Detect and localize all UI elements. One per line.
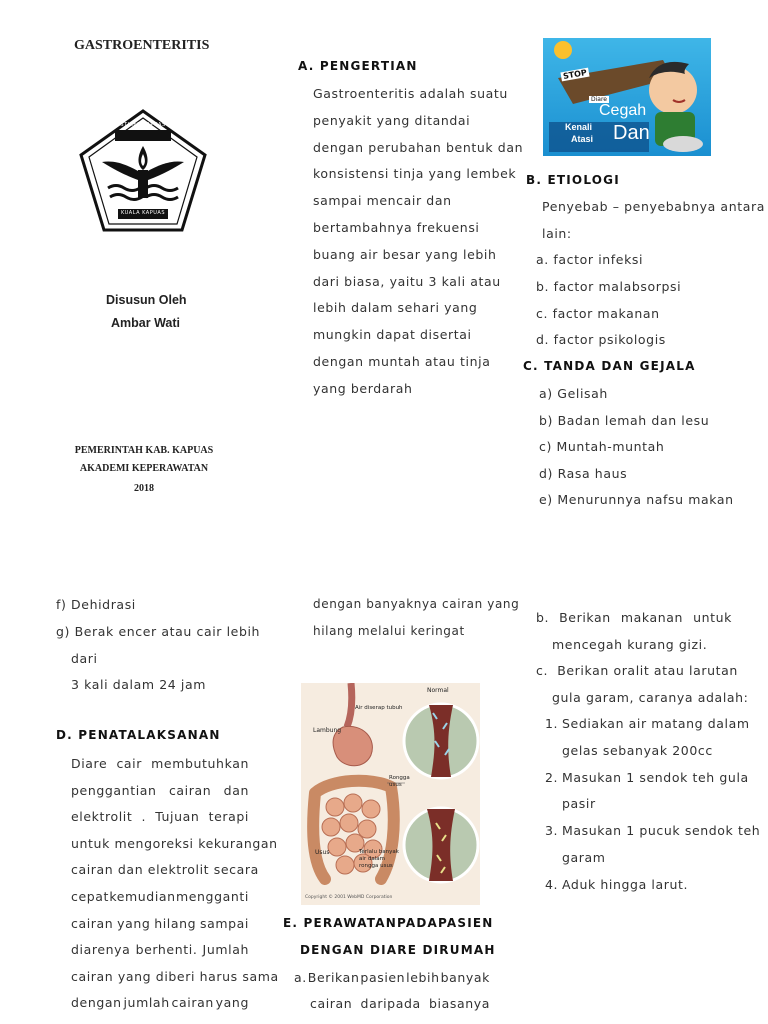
etiologi-intro-2: lain:: [542, 226, 572, 241]
perawatan-a-line-2: cairan daripada biasanya: [310, 996, 490, 1011]
pengertian-line: Gastroenteritis adalah suatu: [313, 86, 508, 101]
penatalaksanaan-line: Diare cair membutuhkan: [71, 756, 249, 771]
penatalaksanaan-line: diarenya berhenti. Jumlah: [71, 942, 249, 958]
gejala-item: a) Gelisah: [539, 386, 608, 401]
gejala-list: [539, 386, 734, 519]
perawatan-b-line-1: b. Berikan makanan untuk: [536, 610, 732, 625]
penatalaksanaan-line: dengan jumlah cairan yang: [71, 995, 249, 1011]
poster-diare: Diare: [591, 96, 607, 103]
pengertian-line: bertambahnya frekuensi: [313, 219, 480, 235]
pengertian-line: mungkin dapat disertai: [313, 327, 472, 343]
pengertian-line: buang air besar yang lebih: [313, 246, 497, 262]
perawatan-c-line-1: c. Berikan oralit atau larutan: [536, 663, 738, 678]
label-usus: Usus: [315, 849, 330, 856]
oralit-step: 1. Sediakan air matang dalam: [545, 716, 750, 731]
pengertian-line: dengan muntah atau tinja: [313, 353, 491, 369]
gejala-heading: C. TANDA DAN GEJALA: [523, 359, 696, 373]
penatalaksanaan-heading: D. PENATALAKSANAN: [56, 728, 221, 742]
oralit-step-cont: pasir: [562, 796, 596, 812]
oralit-steps: [545, 716, 760, 904]
etiologi-heading: B. ETIOLOGI: [526, 173, 620, 187]
label-air-diserap: Air diserap tubuh: [355, 705, 403, 711]
pengertian-line: sampai mencair dan: [313, 193, 452, 209]
pengertian-line: dari biasa, yaitu 3 kali atau: [313, 273, 501, 289]
penatalaksanaan-line: cepat kemudian mengganti: [71, 888, 249, 904]
gejala-item: e) Menurunnya nafsu makan: [539, 492, 734, 508]
lanjutan-line-2: hilang melalui keringat: [313, 624, 465, 638]
gejala-g-line-2: dari: [71, 651, 98, 666]
penatalaksanaan-line: cairan yang diberi harus sama: [71, 968, 279, 984]
author-label: Disusun Oleh: [106, 293, 187, 307]
diagram-illustration: [301, 683, 480, 905]
pengertian-line: dengan perubahan bentuk dan: [313, 139, 524, 155]
oralit-step-cont: gelas sebanyak 200cc: [562, 742, 713, 758]
etiologi-intro-1: Penyebab – penyebabnya antara: [542, 199, 765, 214]
pengertian-line: lebih dalam sehari yang: [313, 300, 478, 316]
oralit-step-cont: garam: [562, 849, 606, 865]
oralit-step: 3. Masukan 1 pucuk sendok teh: [545, 823, 761, 839]
label-terlalu-banyak: Terlalu banyak air dalam rongga usus: [359, 849, 399, 869]
etiologi-item: a. factor infeksi: [536, 252, 644, 267]
oralit-step: 4. Aduk hingga larut.: [545, 876, 689, 892]
gejala-item: b) Badan lemah dan lesu: [539, 412, 710, 428]
logo-top-text: STIKES KAPUAS: [120, 122, 166, 128]
label-rongga-usus: Rongga usus: [389, 775, 410, 788]
pengertian-line: konsistensi tinja yang lembek: [313, 166, 517, 182]
poster-atasi: Atasi: [571, 134, 594, 144]
pengertian-line: penyakit yang ditandai: [313, 112, 471, 128]
perawatan-a-line-1: a. Berikan pasien lebih banyak: [294, 970, 490, 985]
penatalaksanaan-line: elektrolit . Tujuan terapi: [71, 809, 249, 825]
gejala-item: c) Muntah-muntah: [539, 439, 665, 455]
gejala-g-line-1: g) Berak encer atau cair lebih: [56, 624, 261, 639]
perawatan-c-line-2: gula garam, caranya adalah:: [552, 690, 749, 705]
etiologi-item: c. factor makanan: [536, 305, 660, 321]
perawatan-heading-2: DENGAN DIARE DIRUMAH: [300, 943, 496, 957]
cover-year: 2018: [134, 483, 154, 494]
author-name: Ambar Wati: [111, 316, 180, 330]
institution-line-2: AKADEMI KEPERAWATAN: [79, 463, 209, 474]
label-lambung: Lambung: [313, 727, 342, 734]
penatalaksanaan-line: cairan dan elektrolit secara: [71, 862, 259, 878]
poster-dan: Dan: [613, 122, 650, 144]
penatalaksanaan-line: penggantian cairan dan: [71, 782, 249, 798]
perawatan-b-line-2: mencegah kurang gizi.: [552, 637, 708, 652]
etiologi-item: d. factor psikologis: [536, 332, 666, 348]
gejala-g-line-3: 3 kali dalam 24 jam: [71, 677, 206, 692]
perawatan-heading-1: E. PERAWATAN PADA PASIEN: [283, 916, 494, 930]
etiologi-item: b. factor malabsorpsi: [536, 278, 682, 294]
penatalaksanaan-line: untuk mengoreksi kekurangan: [71, 835, 278, 851]
oralit-step: 2. Masukan 1 sendok teh gula: [545, 769, 749, 785]
cover-title: GASTROENTERITIS: [74, 38, 210, 53]
logo-bottom-text: KUALA KAPUAS: [120, 210, 165, 216]
penatalaksanaan-body: [71, 756, 279, 1022]
pengertian-line: yang berdarah: [313, 380, 413, 396]
intestine-diagram: [301, 683, 480, 905]
penatalaksanaan-line: cairan yang hilang sampai: [71, 915, 249, 931]
pengertian-heading: A. PENGERTIAN: [298, 59, 418, 73]
gejala-item: d) Rasa haus: [539, 465, 628, 481]
pengertian-body: [313, 86, 523, 408]
poster-kenali: Kenali: [565, 122, 593, 132]
institution-line-1: PEMERINTAH KAB. KAPUAS: [74, 445, 214, 456]
poster-cegah: Cegah: [599, 102, 647, 119]
gejala-f: f) Dehidrasi: [56, 597, 136, 612]
lanjutan-line-1: dengan banyaknya cairan yang: [313, 597, 520, 611]
poster-stop: STOP: [562, 67, 588, 82]
diagram-copyright: Copyright © 2001 WebMD Corporation: [305, 895, 393, 900]
label-normal: Normal: [427, 687, 449, 694]
diare-poster: [543, 38, 711, 156]
etiologi-list: [536, 252, 681, 359]
